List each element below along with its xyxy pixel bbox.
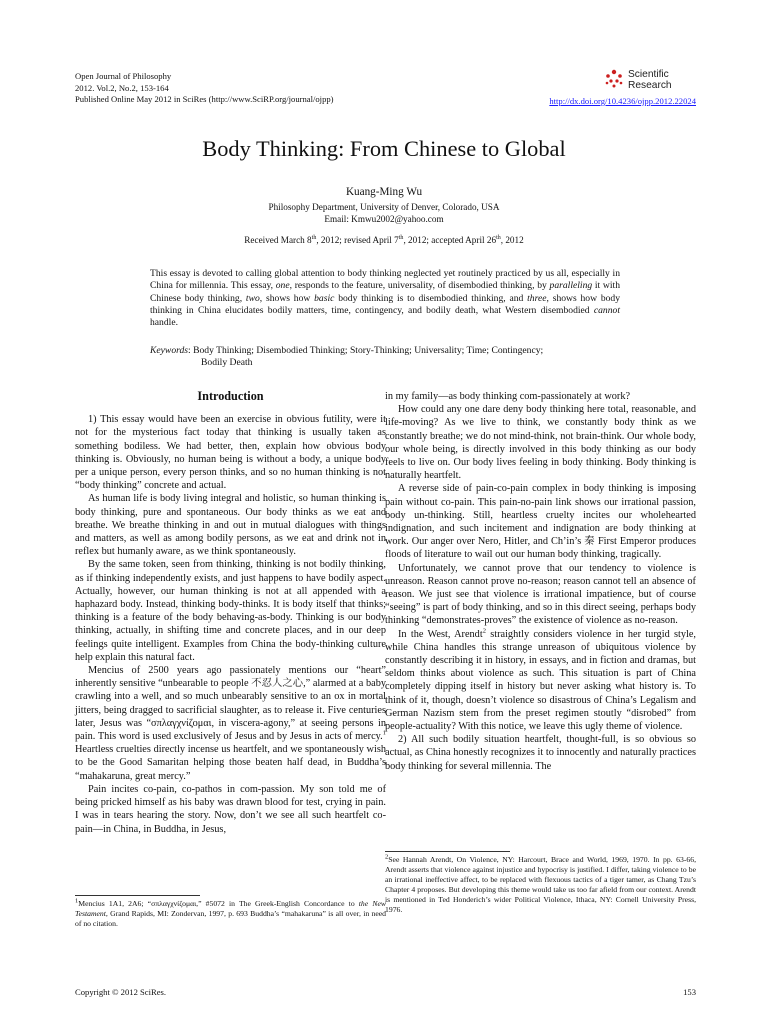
paragraph: Unfortunately, we cannot prove that our tendency to violence is unreason. Reason cannot prove no-reason; reason cannot tell an absence of reason. We just see that violence is irrational impatience, but of course “seeing” is part of body thinking, and so in this direct seeing, perhaps body thinking “demonstrates-proves” the existence of violence as no-reason.	[385, 562, 696, 627]
journal-published: Published Online May 2012 in SciRes (http://www.SciRP.org/journal/ojpp)	[75, 94, 334, 104]
author-name: Kuang-Ming Wu	[345, 186, 423, 198]
right-column	[382, 390, 696, 773]
paragraph: A reverse side of pain-co-pain complex in body thinking is imposing pain without co-pain. This pain-no-pain link shows our irrational passion, body un-thinking. Still, heartless cruelty incites our wholehearted indignation, and such incitement and indignation are body thinking at work. Our anger over Nero, Hitler, and Ch’in’s 秦 First Emperor produces floods of literature to wail out our human body thinking, tragically.	[385, 483, 696, 561]
journal-header	[75, 71, 334, 106]
footnote-1: $^1$Mencius 1A1, 2A6; “σπλαγχνίζομαι,” #5072 in The Greek-English Concordance to the New Testament, Grand Rapids, MI: Zondervan, 1997, p. 693 Buddha’s “mahakaruna” is all over, in need of no citation.	[75, 897, 386, 928]
publisher-logo	[603, 68, 699, 98]
section-heading-introduction: Introduction	[197, 389, 264, 403]
left-column	[75, 390, 386, 836]
footnote-divider	[75, 895, 200, 896]
footnote-divider	[385, 851, 510, 852]
copyright-notice: Copyright © 2012 SciRes.	[75, 987, 167, 997]
doi-link[interactable]: http://dx.doi.org/10.4236/ojpp.2012.22024	[549, 96, 696, 106]
paragraph: in my family—as body thinking com-passionately at work?	[385, 391, 631, 402]
paragraph: 2) All such bodily situation heartfelt, thought-full, is so obvious so actual, as China honestly recognizes it to innocently and naturally practices body thinking for several millennia. The	[385, 734, 696, 772]
paragraph: 1) This essay would have been an exercise in obvious futility, were it not for the mysterious fact today that thinking is usually taken as something bodiless. We had better, then, explain how obvious body thinking is. Obviously, no human being is without a body, a unique body per a unique person, every person thinks, and so no human thinking is not “body thinking” concrete and actual.	[75, 414, 386, 492]
footnote-ref-2[interactable]: 2	[482, 627, 486, 635]
journal-name: Open Journal of Philosophy	[75, 71, 172, 81]
paragraph: In the West, Arendt$^2$ straightly considers violence in her turgid style, while China handles this strange unreason of ubiquitous violence by constantly describing it in history, in essays, and in fiction and dramas, but seldom thinks about violence as such. This situation is part of China completely dipping itself in history but never asking what history is. To think of it, though, doesn’t violence so disastrous of China’s Legalism and German Nazism stem from the preset regimen stoutly “disrobed” from people-actuality? With this notice, we leave this ugly theme of violence.	[385, 627, 696, 733]
journal-volume: 2012. Vol.2, No.2, 153-164	[75, 82, 169, 93]
submission-dates: Received March 8th, 2012; revised April 7th, 2012; accepted April 26th, 2012	[244, 235, 524, 246]
abstract: This essay is devoted to calling global attention to body thinking neglected yet routinely practiced by us all, especially in China for millennia. This essay, one, responds to the feature, universality, of disembodied thinking, by paralleling it with Chinese body thinking, two, shows how basic body thinking is to disembodied thinking, and three, shows how body thinking in China elucidates bodily matters, time, contingency, and bodily death, what Western disembodied cannot handle.	[150, 268, 621, 329]
scientific-research-logo-icon	[603, 68, 625, 90]
paper-title: Body Thinking: From Chinese to Global	[202, 136, 566, 161]
logo-text: Scientific Research	[628, 69, 672, 91]
footnote-ref-1[interactable]: 1	[382, 729, 386, 737]
paragraph: Pain incites co-pain, co-pathos in com-passion. My son told me of being pricked himself as his baby was drawn blood for test, crying in pain. I was in tears hearing the story. Now, don’t we see all such heartfelt co-pain—in China, in Buddha, in Jesus,	[75, 783, 386, 835]
keywords-label: Keywords	[150, 345, 189, 356]
page-number: 153	[683, 987, 696, 997]
paragraph: How could any one dare deny body thinking here total, reasonable, and life-moving? As we live to think, we constantly body think as we constantly breathe; we do not mind-think, not brain-think. Our whole body, our whole being, is directly involved in this body thinking as our body feels to live on. Our body lives feeling in body thinking. Body thinking is naturally heartfelt.	[385, 404, 696, 482]
author-affiliation	[0, 201, 768, 225]
author-email: Email: Kmwu2002@yahoo.com	[324, 214, 444, 224]
paragraph: Mencius of 2500 years ago passionately mentions our “heart” inherently sensitive “unbearable to people 不忍人之心,” alarmed at a baby crawling into a well, and so much unbearably sensitive to an ox in mortal jitters, being dragged to sacrificial slaughter, as to release it. Five centuries later, Jesus was “σπλαγχνίζομαι, in viscera-agony,” at seeing persons in pain. This word is used exclusively of Jesus and by Jesus in acts of mercy.$^1$ Heartless cruelties directly incense us heartfelt, and we spontaneously wish to be the Good Samaritan helping those beaten half dead, in Buddha’s “mahakaruna, great mercy.”	[75, 665, 386, 782]
paragraph: By the same token, seen from thinking, thinking is not bodily thinking, as if thinking independently exists, and just happens to have bodily aspect. Actually, however, our human thinking is not at all appended with a haphazard body. Instead, thinking body-thinks. It is body itself that thinks; thinking is a feature of the body behaving-as-body. Thinking is our body thinking, actually, in shifting time and concrete places, and in our deep feelings quite intelligent. Examples from China the body-thinking culture help explain this natural fact.	[75, 559, 386, 663]
footnote-2: $^2$See Hannah Arendt, On Violence, NY: Harcourt, Brace and World, 1969, 1970. In pp. 63-66, Arendt asserts that violence against injustice and hypocrisy is justified. I differ, taking violence to be an irrational ineffective affect, to be replaced with flexuous tactics of a tiger tamer, as Chang Tzu’s Chapter 4 proposes. But developing this theme would take us too far afield from our context. Arendt is mentioned in Ted Honderich’s wider Political Violence, Ithaca, NY: Cornell University Press, 1976.	[385, 853, 696, 914]
paragraph: As human life is body living integral and holistic, so human thinking is body thinking, pure and spontaneous. Our body thinks as we eat and breathe. We breathe thinking in and out in mutual dialogues with things and matters, as well as among bodily persons, as we eat and drink not in reflex but humanly aware, as we think spontaneously.	[75, 493, 386, 558]
affiliation-text: Philosophy Department, University of Denver, Colorado, USA	[268, 202, 500, 212]
keywords: Keywords: Body Thinking; Disembodied Thinking; Story-Thinking; Universality; Time; Contingency; Bodily Death	[150, 345, 544, 369]
